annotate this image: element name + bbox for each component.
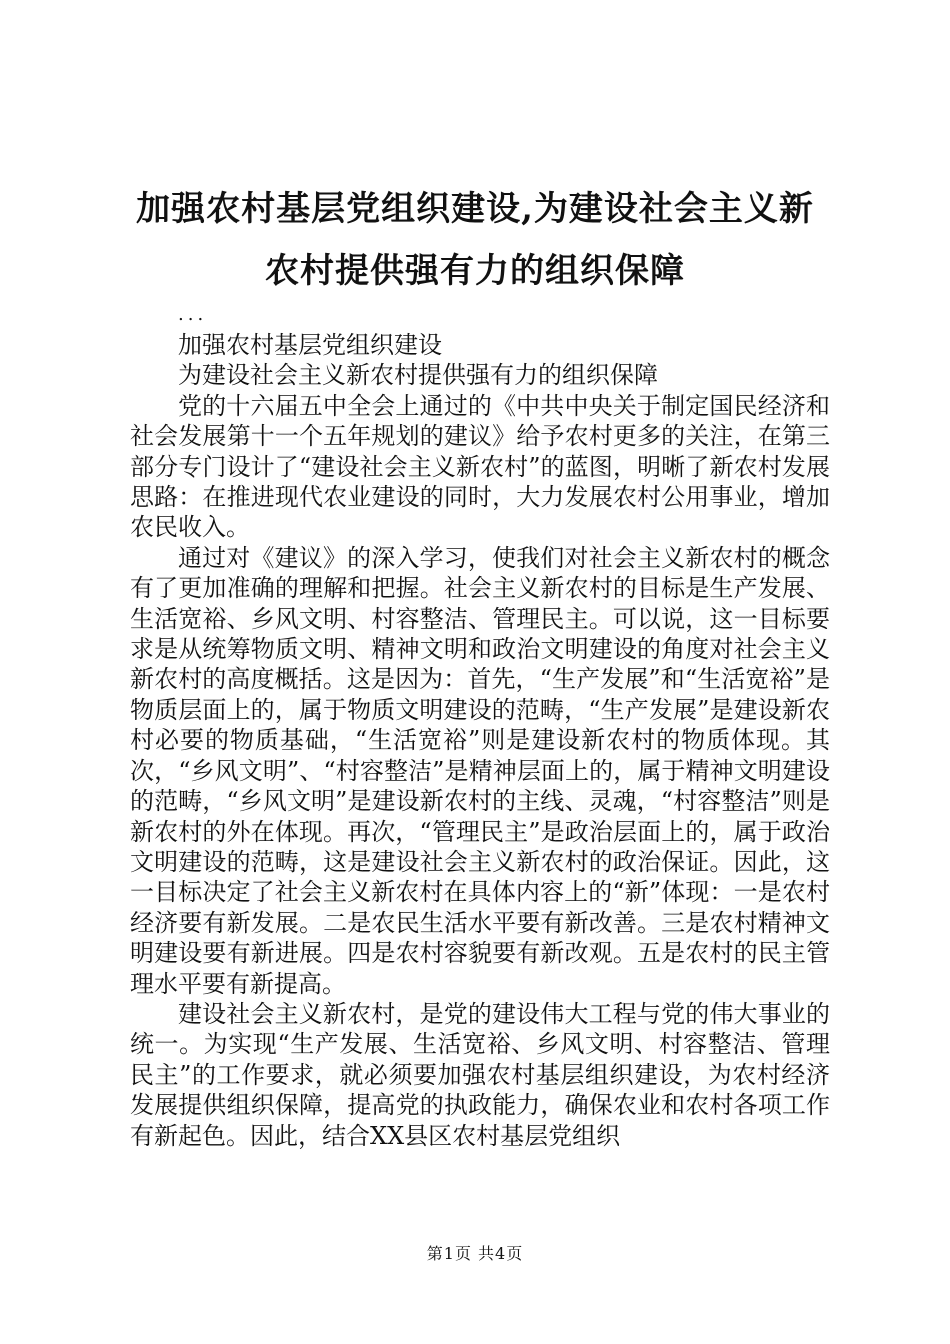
title-line-1: 加强农村基层党组织建设,为建设社会主义新 — [136, 189, 814, 229]
paragraph: 党的十六届五中全会上通过的《中共中央关于制定国民经济和社会发展第十一个五年规划的建议》给予农村更多的关注，在第三部分专门设计了“建设社会主义新农村”的蓝图，明晰了新农村发展思路：在推进现代农业建设的同时，大力发展农村公用事业，增加农民收入。 — [130, 391, 830, 542]
subheading-1: 加强农村基层党组织建设 — [178, 331, 442, 359]
paragraph: 建设社会主义新农村，是党的建设伟大工程与党的伟大事业的统一。为实现“生产发展、生活宽裕、乡风文明、村容整洁、管理民主”的工作要求，就必须要加强农村基层组织建设，为农村经济发展提供组织保障，提高党的执政能力，确保农业和农村各项工作有新起色。因此，结合XX县区农村基层党组织 — [130, 999, 830, 1150]
document-title — [60, 178, 890, 302]
paragraph: 通过对《建议》的深入学习，使我们对社会主义新农村的概念有了更加准确的理解和把握。社会主义新农村的目标是生产发展、生活宽裕、乡风文明、村容整洁、管理民主。可以说，这一目标要求是从统筹物质文明、精神文明和政治文明建设的角度对社会主义新农村的高度概括。这是因为：首先，“生产发展”和“生活宽裕”是物质层面上的，属于物质文明建设的范畴，“生产发展”是建设新农村必要的物质基础，“生活宽裕”则是建设新农村的物质体现。其次，“乡风文明”、“村容整洁”是精神层面上的，属于精神文明建设的范畴，“乡风文明”是建设新农村的主线、灵魂，“村容整洁”则是新农村的外在体现。再次，“管理民主”是政治层面上的，属于政治文明建设的范畴，这是建设社会主义新农村的政治保证。因此，这一目标决定了社会主义新农村在具体内容上的“新”体现：一是农村经济要有新发展。二是农民生活水平要有新改善。三是农村精神文明建设要有新进展。四是农村容貌要有新改观。五是农村的民主管理水平要有新提高。 — [130, 543, 830, 998]
ellipsis-mark: ... — [178, 304, 208, 325]
subheading-2: 为建设社会主义新农村提供强有力的组织保障 — [178, 361, 658, 390]
page-footer: 第1页 共4页 — [426, 1244, 524, 1263]
document-body — [130, 330, 830, 1151]
title-line-2: 农村提供强有力的组织保障 — [265, 251, 685, 291]
